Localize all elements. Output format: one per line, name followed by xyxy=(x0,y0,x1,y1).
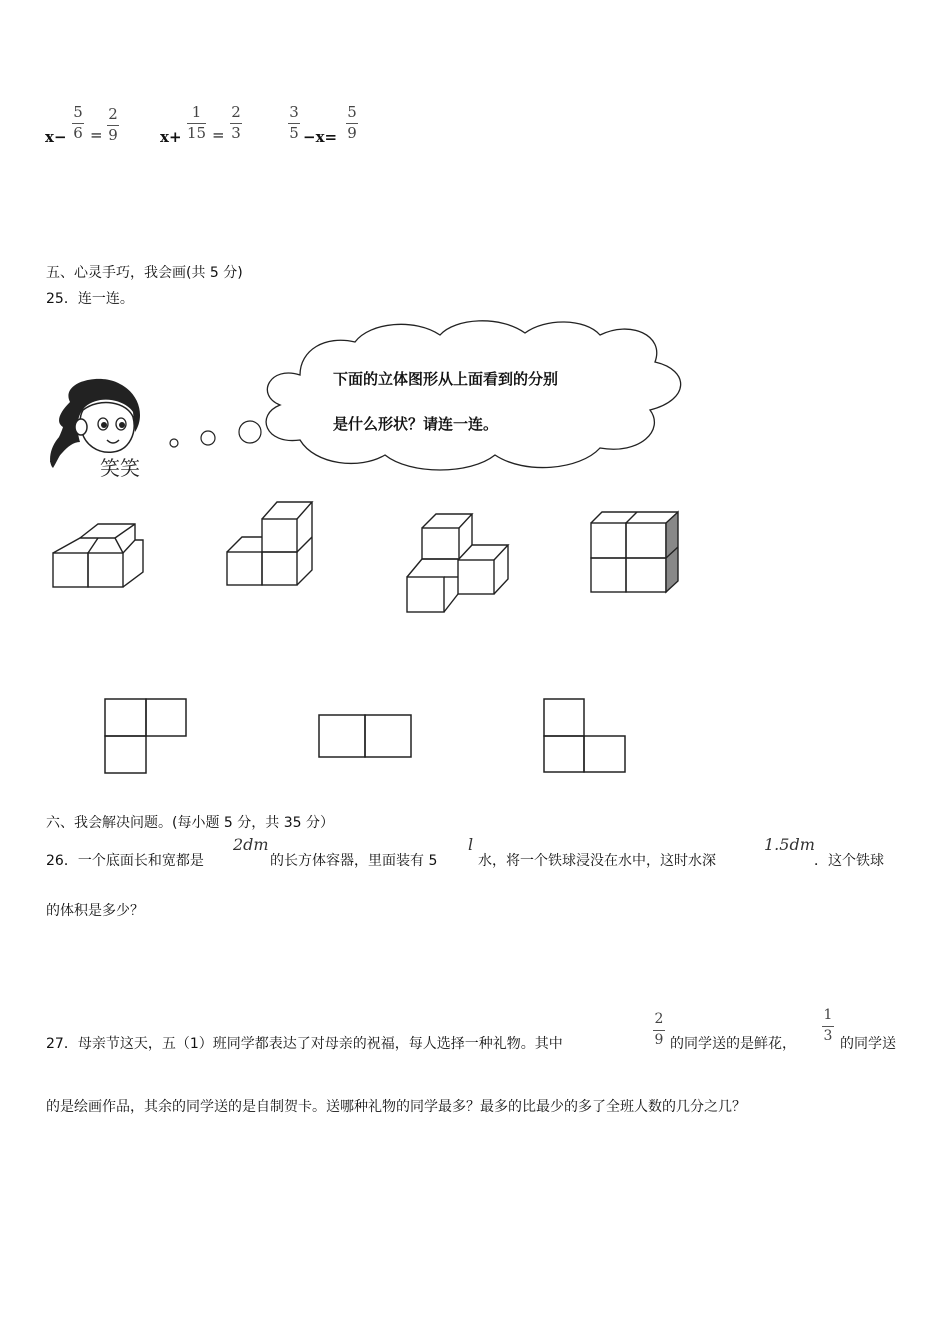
top-view-3 xyxy=(544,699,625,772)
eq1-fraction-b: 2 9 xyxy=(108,105,118,144)
eq2-left: x+ xyxy=(160,128,182,146)
bubble-line-1: 下面的立体图形从上面看到的分别 xyxy=(333,370,559,388)
eq3-fraction-a: 3 5 xyxy=(289,103,299,142)
q26-part4: ．这个铁球 xyxy=(814,853,884,869)
eq1-equals: = xyxy=(90,126,103,144)
bubble-line-2: 是什么形状？请连一连。 xyxy=(333,415,499,433)
q27-fraction-paintings: 1 3 xyxy=(823,1007,833,1044)
q26-part1: 26．一个底面长和宽都是 xyxy=(46,853,204,869)
eq2-fraction-b: 2 3 xyxy=(231,103,241,142)
question-25: 25．连一连。 xyxy=(46,291,134,307)
eq3-fraction-b: 5 9 xyxy=(347,103,357,142)
q27-line2: 的是绘画作品，其余的同学送的是自制贺卡。送哪种礼物的同学最多？最多的比最少的多了全班人数的几分之几？ xyxy=(46,1099,746,1115)
q27-fraction-flowers: 2 9 xyxy=(654,1011,664,1048)
section6-heading: 六、我会解决问题。(每小题 5 分，共 35 分） xyxy=(46,815,334,831)
q27-part1: 27．母亲节这天，五（1）班同学都表达了对母亲的祝福，每人选择一种礼物。其中 xyxy=(46,1036,563,1052)
q26-unit-l: l xyxy=(468,835,474,854)
q26-part2: 的长方体容器，里面装有 5 xyxy=(270,853,438,869)
q26-line2: 的体积是多少？ xyxy=(46,903,144,919)
eq2-fraction-a: 1 15 xyxy=(187,103,207,142)
eq1-fraction-a: 5 6 xyxy=(73,103,83,142)
top-view-2 xyxy=(319,715,411,757)
q26-part3: 水，将一个铁球浸没在水中，这时水深 xyxy=(478,853,716,869)
character-name: 笑笑 xyxy=(100,456,140,480)
eq3-middle: −x= xyxy=(303,128,338,146)
eq2-equals: = xyxy=(212,126,225,144)
q26-unit-2dm: 2dm xyxy=(233,835,269,854)
q27-part2: 的同学送的是鲜花， xyxy=(670,1036,796,1052)
section5-heading: 五、心灵手巧，我会画(共 5 分) xyxy=(46,265,243,281)
q27-part3: 的同学送 xyxy=(840,1036,896,1052)
eq1-left: x− xyxy=(45,128,67,146)
top-view-1 xyxy=(105,699,186,773)
q26-unit-1.5dm: 1.5dm xyxy=(764,835,815,854)
